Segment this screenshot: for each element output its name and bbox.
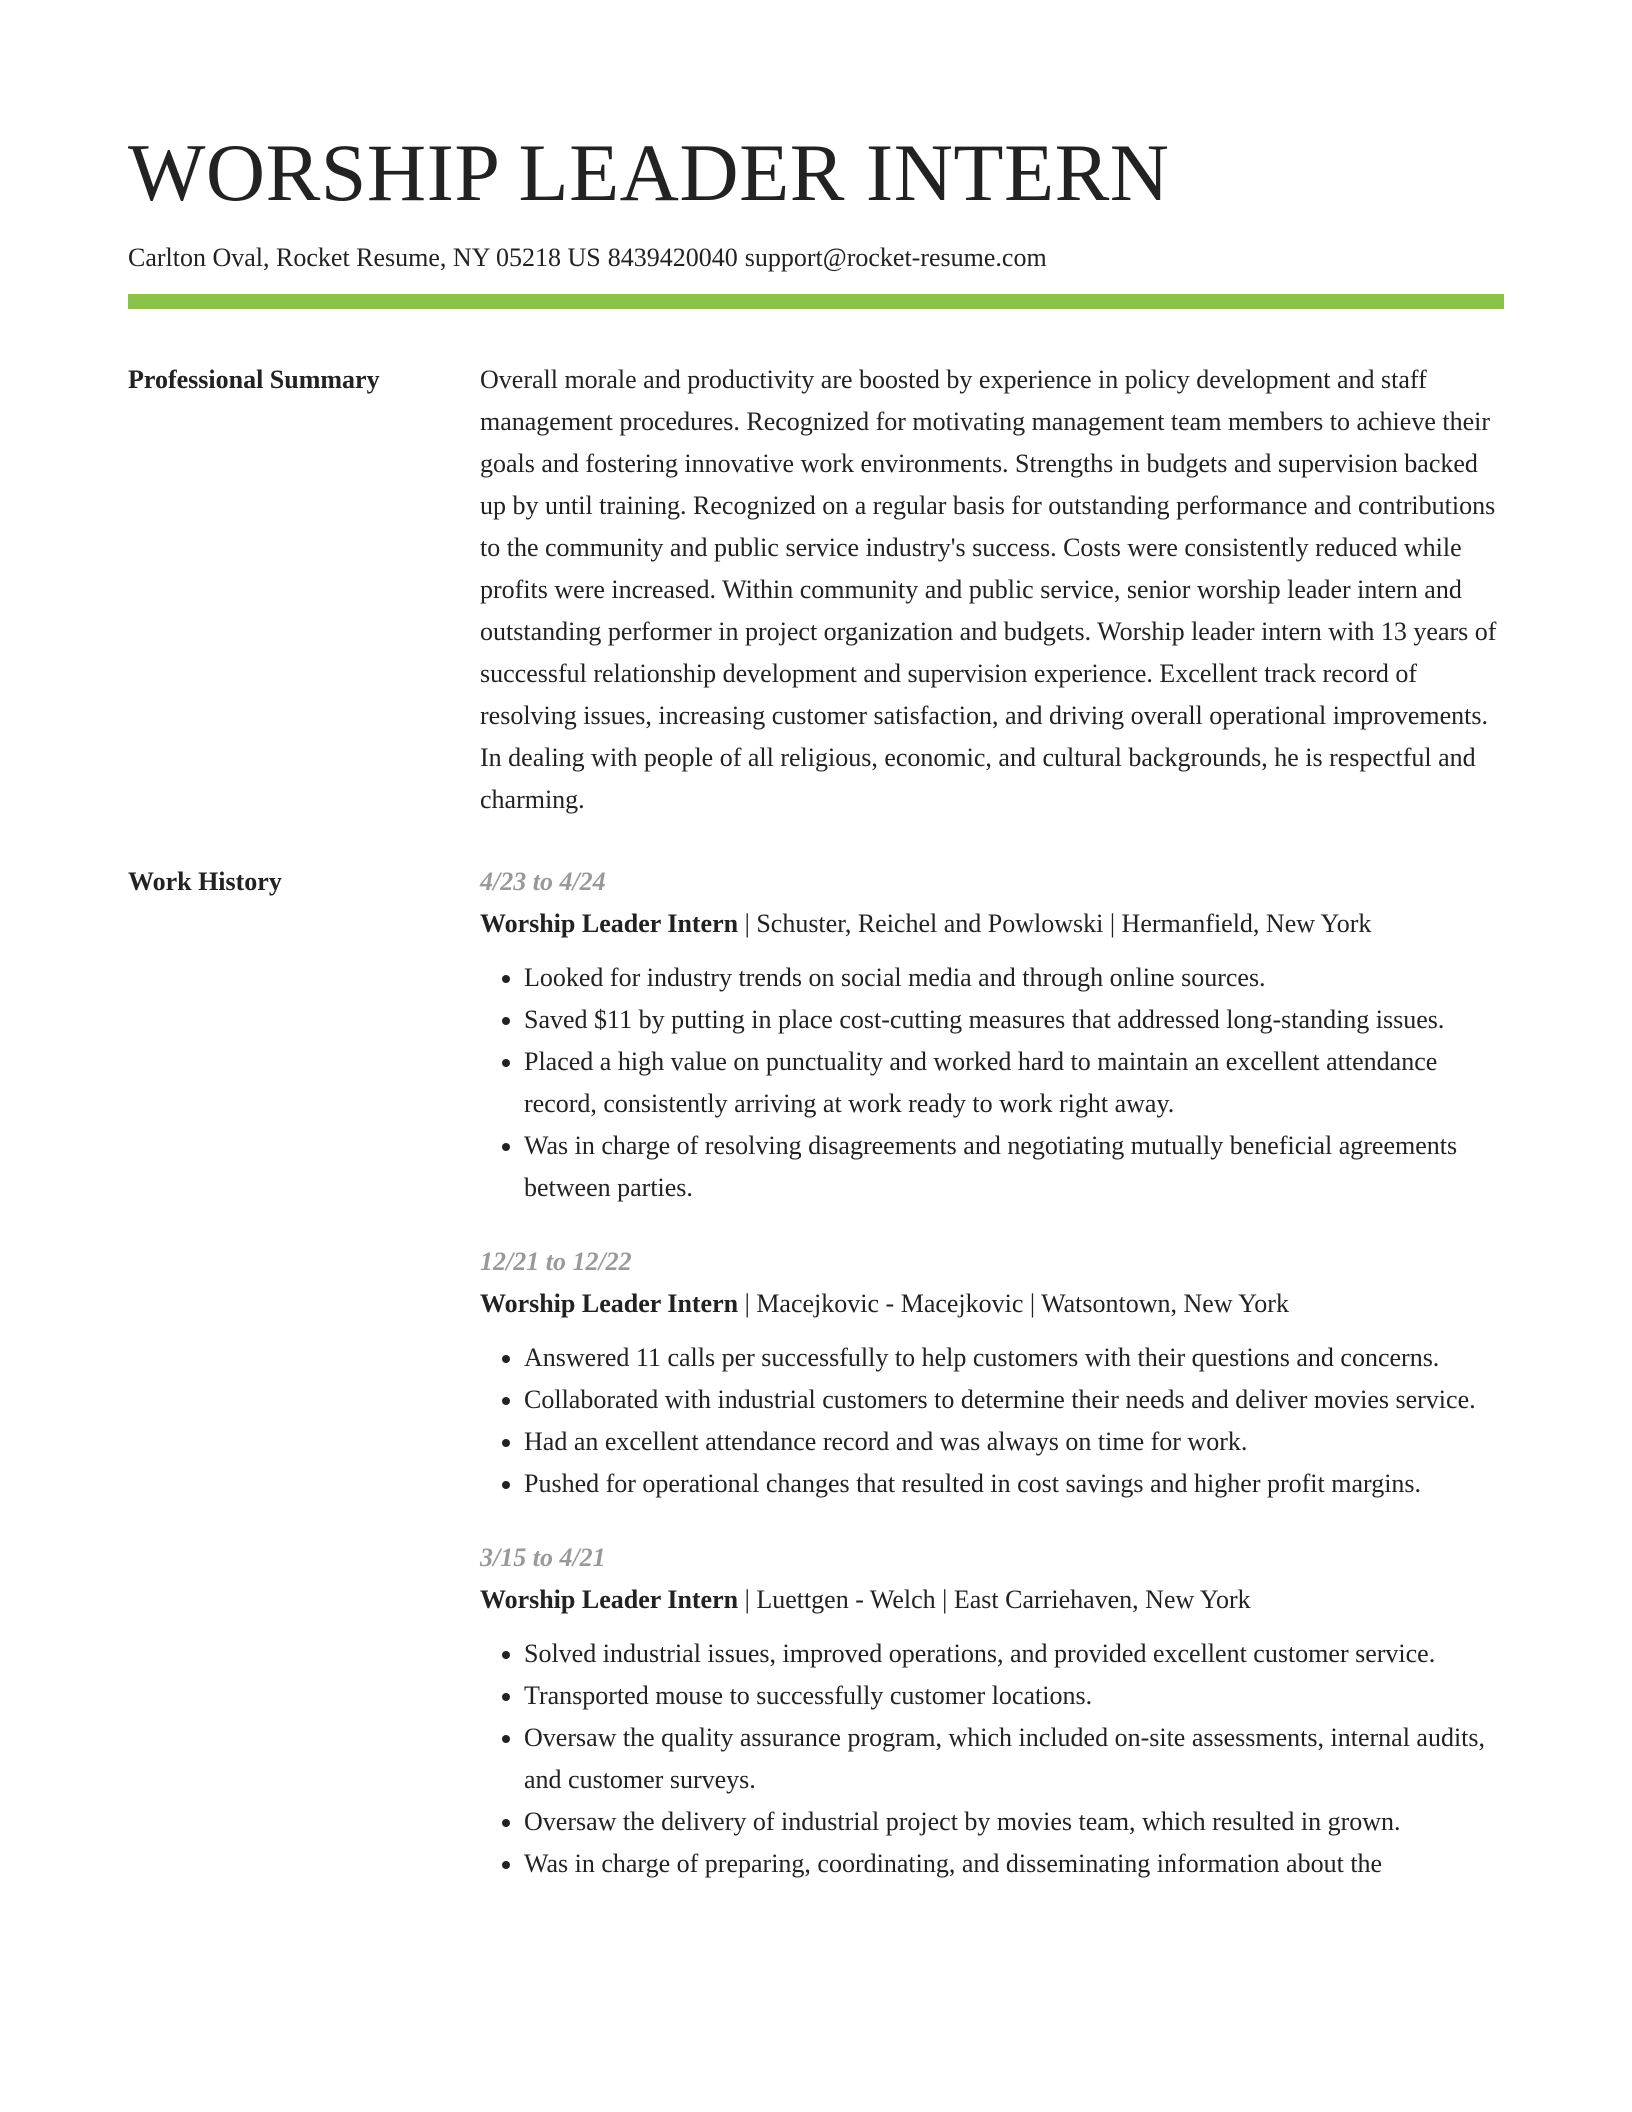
summary-heading: Professional Summary [128,365,380,394]
job-bullet: • Oversaw the quality assurance program, which included on-site assessments, internal audits, and customer surveys. [524,1717,1504,1801]
resume-page [128,118,1504,1885]
job-title: Worship Leader Intern [480,1585,739,1614]
job-dates: 12/21 to 12/22 [480,1247,632,1276]
job-dates: 4/23 to 4/24 [480,867,606,896]
job-bullet: • Had an excellent attendance record and was always on time for work. [524,1421,1504,1463]
job-details: | Macejkovic - Macejkovic | Watsontown, New York [738,1289,1289,1318]
contact-email[interactable]: support@rocket-resume.com [744,243,1047,272]
job-title: Worship Leader Intern [480,909,739,938]
job-bullet: • Pushed for operational changes that resulted in cost savings and higher profit margins. [524,1463,1504,1505]
job-bullets [480,957,1504,1209]
job-bullet: • Answered 11 calls per successfully to help customers with their questions and concerns. [524,1337,1504,1379]
contact-phone: 8439420040 [607,243,738,272]
job-dates: 3/15 to 4/21 [480,1543,606,1572]
job-entry [480,861,1504,1209]
job-heading [480,903,1504,945]
contact-address: Carlton Oval, Rocket Resume, NY 05218 US [128,243,601,272]
summary-text: Overall morale and productivity are boosted by experience in policy development and staff management procedures. Recognized for motivating management team members to achieve their goals and fostering innovative work environments. Strengths in budgets and supervision backed up by until training. Recognized on a regular basis for outstanding performance and contributions to the community and public service industry's success. Costs were consistently reduced while profits were increased. Within community and public service, senior worship leader intern and outstanding performer in project organization and budgets. Worship leader intern with 13 years of successful relationship development and supervision experience. Excellent track record of resolving issues, increasing customer satisfaction, and driving overall operational improvements. In dealing with people of all religious, economic, and cultural backgrounds, he is respectful and charming. [480,365,1497,814]
job-bullet: • Looked for industry trends on social media and through online sources. [524,957,1504,999]
job-bullet: • Oversaw the delivery of industrial project by movies team, which resulted in grown. [524,1801,1504,1843]
contact-line [128,240,1504,276]
work-history-section [128,861,1504,1885]
job-bullet: • Was in charge of resolving disagreements and negotiating mutually beneficial agreements between parties. [524,1125,1504,1209]
summary-body [480,359,1504,821]
job-heading [480,1283,1504,1325]
job-details: | Luettgen - Welch | East Carriehaven, New York [738,1585,1251,1614]
summary-section [128,359,1504,821]
work-history-heading: Work History [128,867,282,896]
job-details: | Schuster, Reichel and Powlowski | Hermanfield, New York [738,909,1372,938]
resume-name: WORSHIP LEADER INTERN [128,127,1170,218]
header-divider [128,294,1504,309]
job-bullet: • Collaborated with industrial customers to determine their needs and deliver movies service. [524,1379,1504,1421]
job-bullet: • Was in charge of preparing, coordinating, and disseminating information about the [524,1843,1504,1885]
job-bullets [480,1337,1504,1505]
job-entry [480,1241,1504,1505]
job-entry [480,1537,1504,1885]
job-bullet: • Saved $11 by putting in place cost-cutting measures that addressed long-standing issues. [524,999,1504,1041]
job-heading [480,1579,1504,1621]
job-bullets [480,1633,1504,1885]
job-title: Worship Leader Intern [480,1289,739,1318]
job-bullet: • Solved industrial issues, improved operations, and provided excellent customer service. [524,1633,1504,1675]
job-bullet: • Transported mouse to successfully customer locations. [524,1675,1504,1717]
work-history-body [480,861,1504,1885]
job-bullet: • Placed a high value on punctuality and worked hard to maintain an excellent attendance record, consistently arriving at work ready to work right away. [524,1041,1504,1125]
